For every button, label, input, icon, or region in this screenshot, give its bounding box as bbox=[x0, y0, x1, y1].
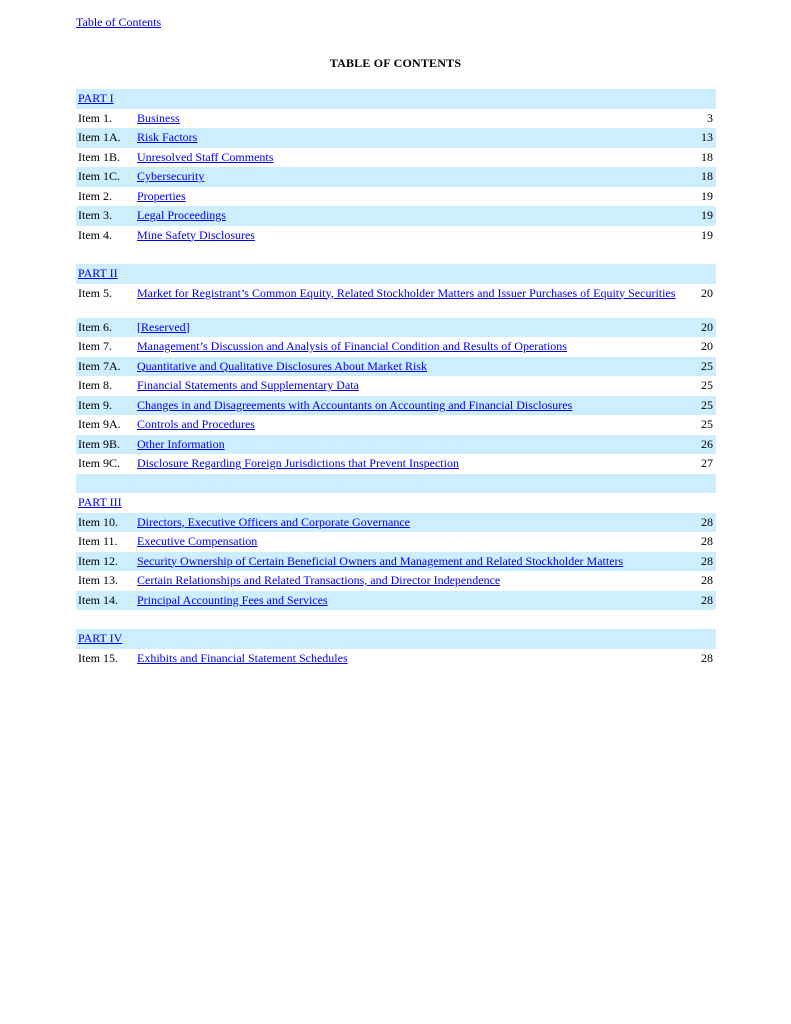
item-number: Item 11. bbox=[78, 534, 118, 548]
toc-row bbox=[76, 148, 716, 168]
page-number: 28 bbox=[701, 573, 713, 587]
part-ii-section bbox=[76, 264, 716, 493]
part-i-section bbox=[76, 89, 716, 245]
item-link[interactable]: Market for Registrant’s Common Equity, Related Stockholder Matters and Issuer Purchases of Equity Securities bbox=[137, 285, 676, 300]
item-link[interactable]: Certain Relationships and Related Transactions, and Director Independence bbox=[137, 573, 501, 587]
item-link[interactable]: Exhibits and Financial Statement Schedules bbox=[137, 650, 348, 665]
toc-row bbox=[76, 284, 716, 318]
page-number: 26 bbox=[701, 436, 713, 451]
item-number: Item 9C. bbox=[78, 456, 120, 470]
toc-row bbox=[76, 415, 716, 435]
item-number: Item 7. bbox=[78, 339, 112, 353]
item-number: Item 9A. bbox=[78, 417, 121, 431]
item-link[interactable]: Security Ownership of Certain Beneficial Owners and Management and Related Stockholder Matters bbox=[137, 553, 624, 568]
item-number: Item 4. bbox=[78, 227, 112, 242]
item-number: Item 9B. bbox=[78, 436, 120, 451]
item-link[interactable]: Management’s Discussion and Analysis of Financial Condition and Results of Operations bbox=[137, 339, 567, 353]
item-link[interactable]: Changes in and Disagreements with Accountants on Accounting and Financial Disclosures bbox=[137, 397, 573, 412]
page-number: 20 bbox=[701, 319, 713, 334]
toc-row bbox=[76, 357, 716, 377]
toc-row bbox=[76, 591, 716, 611]
item-link[interactable]: Properties bbox=[137, 188, 186, 203]
page-number: 25 bbox=[701, 397, 713, 412]
item-link[interactable]: Unresolved Staff Comments bbox=[137, 149, 274, 164]
toc-row bbox=[76, 167, 716, 187]
page-number: 28 bbox=[701, 592, 713, 607]
toc-row bbox=[76, 396, 716, 416]
toc-row bbox=[76, 649, 716, 669]
toc-row bbox=[76, 454, 716, 474]
page-title: TABLE OF CONTENTS bbox=[329, 56, 462, 70]
item-link[interactable]: Controls and Procedures bbox=[137, 417, 255, 431]
item-number: Item 15. bbox=[78, 650, 118, 665]
page-number: 28 bbox=[701, 514, 713, 529]
item-number: Item 7A. bbox=[78, 358, 121, 373]
page-number: 19 bbox=[701, 188, 713, 203]
part-iv-section bbox=[76, 629, 716, 668]
item-number: Item 6. bbox=[78, 319, 112, 334]
page-number: 25 bbox=[701, 417, 713, 431]
page-number: 28 bbox=[701, 650, 713, 665]
toc-row bbox=[76, 318, 716, 338]
page-number: 25 bbox=[701, 378, 713, 392]
page-number: 20 bbox=[701, 285, 713, 300]
toc-row bbox=[76, 109, 716, 129]
item-link[interactable]: Other Information bbox=[137, 436, 225, 451]
page-number: 25 bbox=[701, 358, 713, 373]
toc-row bbox=[76, 532, 716, 552]
item-number: Item 13. bbox=[78, 573, 118, 587]
item-number: Item 1C. bbox=[78, 169, 120, 183]
part-header bbox=[76, 493, 716, 513]
toc-table bbox=[76, 89, 716, 668]
toc-row bbox=[76, 571, 716, 591]
toc-row bbox=[76, 187, 716, 207]
item-number: Item 2. bbox=[78, 188, 112, 203]
toc-row bbox=[76, 206, 716, 226]
page-number: 19 bbox=[701, 227, 713, 242]
page-number: 19 bbox=[701, 208, 713, 222]
table-of-contents-link[interactable]: Table of Contents bbox=[76, 15, 162, 29]
item-number: Item 5. bbox=[78, 285, 112, 300]
item-link[interactable]: Business bbox=[137, 110, 180, 125]
blank-row bbox=[76, 474, 716, 494]
item-number: Item 9. bbox=[78, 397, 112, 412]
item-number: Item 14. bbox=[78, 592, 118, 607]
part-header bbox=[76, 89, 716, 109]
toc-row bbox=[76, 337, 716, 357]
item-link[interactable]: Directors, Executive Officers and Corporate Governance bbox=[137, 514, 410, 529]
item-link[interactable]: Executive Compensation bbox=[137, 534, 258, 548]
item-link[interactable]: Risk Factors bbox=[137, 130, 198, 144]
page-number: 18 bbox=[701, 169, 713, 183]
item-link[interactable]: Quantitative and Qualitative Disclosures About Market Risk bbox=[137, 358, 427, 373]
item-number: Item 3. bbox=[78, 208, 112, 222]
toc-row bbox=[76, 376, 716, 396]
toc-row bbox=[76, 435, 716, 455]
item-link[interactable]: [Reserved] bbox=[137, 319, 190, 334]
part-i-link[interactable]: PART I bbox=[78, 91, 114, 105]
page-number: 13 bbox=[701, 130, 713, 144]
item-number: Item 12. bbox=[78, 553, 118, 568]
item-number: Item 1B. bbox=[78, 149, 120, 164]
item-number: Item 1. bbox=[78, 110, 112, 125]
page-number: 20 bbox=[701, 339, 713, 353]
item-link[interactable]: Financial Statements and Supplementary Data bbox=[137, 378, 359, 392]
part-header bbox=[76, 629, 716, 649]
item-link[interactable]: Mine Safety Disclosures bbox=[137, 227, 255, 242]
toc-row bbox=[76, 552, 716, 572]
part-iv-link[interactable]: PART IV bbox=[78, 631, 123, 645]
part-iii-link[interactable]: PART III bbox=[78, 495, 122, 509]
part-header bbox=[76, 264, 716, 284]
page-number: 3 bbox=[707, 110, 713, 125]
toc-row bbox=[76, 128, 716, 148]
item-link[interactable]: Cybersecurity bbox=[137, 169, 205, 183]
item-number: Item 1A. bbox=[78, 130, 121, 144]
part-ii-link[interactable]: PART II bbox=[78, 266, 118, 280]
page-number: 27 bbox=[701, 456, 713, 470]
page-number: 28 bbox=[701, 553, 713, 568]
item-link[interactable]: Legal Proceedings bbox=[137, 208, 226, 222]
toc-row bbox=[76, 226, 716, 246]
item-link[interactable]: Disclosure Regarding Foreign Jurisdictions that Prevent Inspection bbox=[137, 456, 459, 470]
part-iii-section bbox=[76, 493, 716, 610]
page-number: 18 bbox=[701, 149, 713, 164]
toc-row bbox=[76, 513, 716, 533]
item-number: Item 8. bbox=[78, 378, 112, 392]
page-number: 28 bbox=[701, 534, 713, 548]
item-number: Item 10. bbox=[78, 514, 118, 529]
item-link[interactable]: Principal Accounting Fees and Services bbox=[137, 592, 328, 607]
